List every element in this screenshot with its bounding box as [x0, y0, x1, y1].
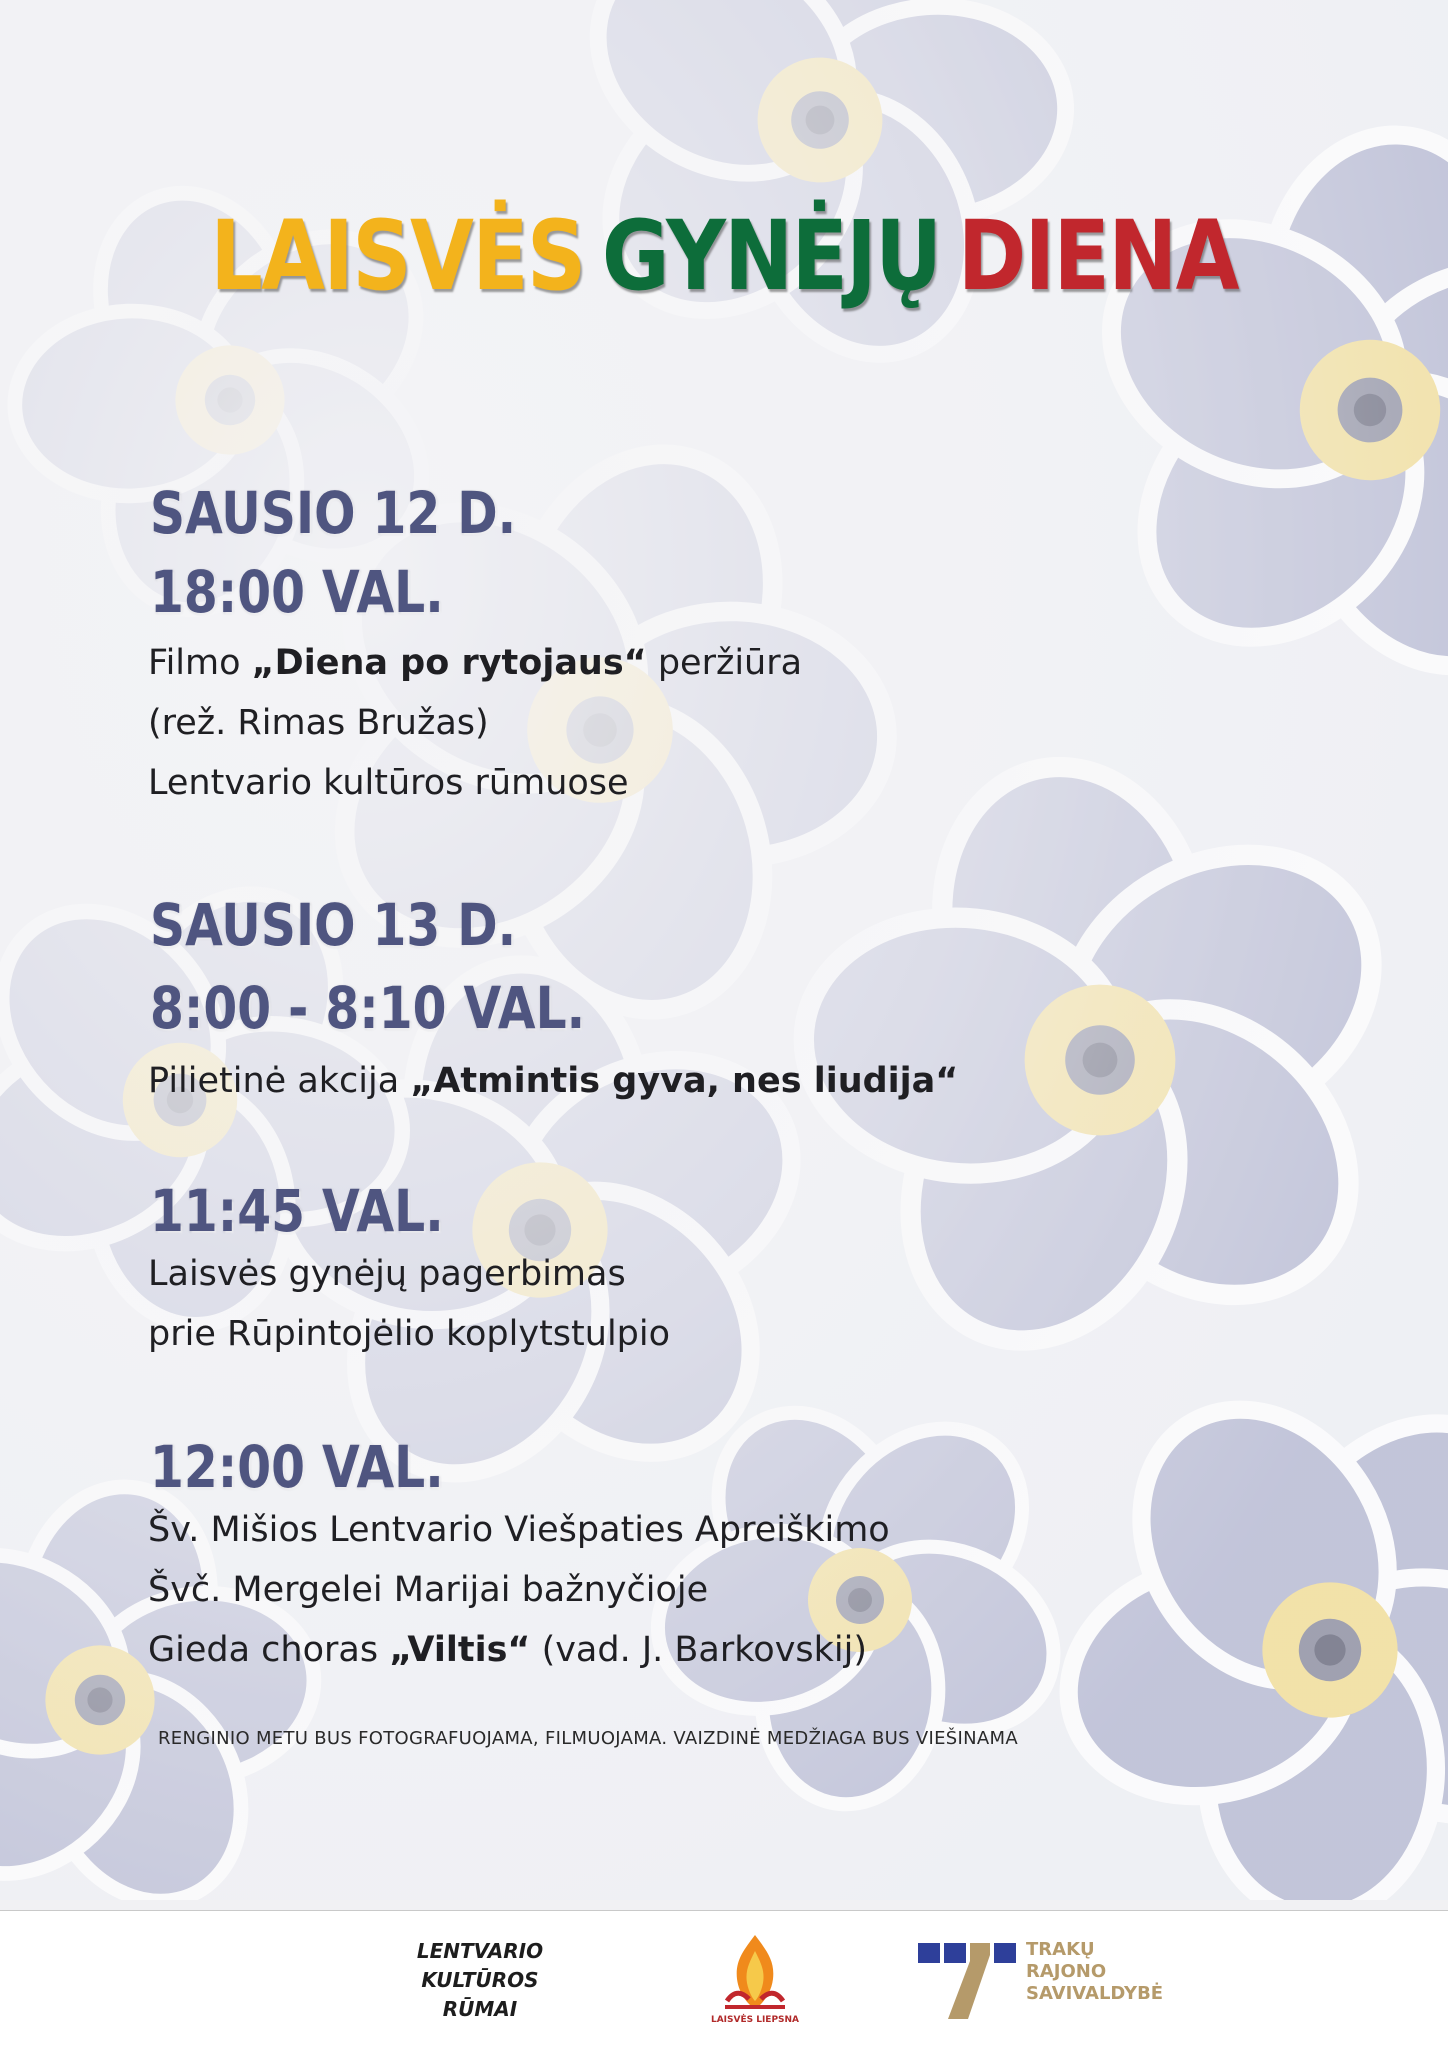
logo3-line1: TRAKŲ	[1026, 1939, 1095, 1960]
logo3-line3: SAVIVALDYBĖ	[1026, 1983, 1164, 2004]
event3-line1: Laisvės gynėjų pagerbimas	[148, 1254, 626, 1294]
logo3-text	[1026, 1939, 1163, 2005]
lentvario-kulturos-rumai-logo	[405, 1937, 555, 2024]
footer	[0, 1910, 1448, 2048]
logo1-line3: RŪMAI	[442, 1997, 518, 2021]
event4-line2: Švč. Mergelei Marijai bažnyčioje	[148, 1570, 709, 1610]
photo-notice: RENGINIO METU BUS FOTOGRAFUOJAMA, FILMUOJAMA. VAIZDINĖ MEDŽIAGA BUS VIEŠINAMA	[158, 1728, 1018, 1749]
event2-action-title: „Atmintis gyva, nes liudija“	[410, 1061, 959, 1101]
event1-description	[148, 636, 802, 691]
event1-time: 18:00 VAL.	[150, 558, 444, 626]
logo2-caption: LAISVĖS LIEPSNA	[710, 2015, 800, 2025]
title-word-gyneju: GYNĖJŲ	[601, 200, 941, 312]
logo3-line2: RAJONO	[1026, 1961, 1107, 1982]
traku-rajono-savivaldybe-logo	[918, 1941, 1178, 2021]
event1-date: SAUSIO 12 D.	[150, 479, 517, 547]
event4-line3-pre: Gieda choras	[148, 1630, 390, 1670]
event2-time: 8:00 - 8:10 VAL.	[150, 974, 586, 1042]
title-word-diena: DIENA	[957, 200, 1238, 312]
event4-time: 12:00 VAL.	[150, 1433, 444, 1501]
traku-savivaldybe-emblem-icon	[918, 1941, 1018, 2021]
title-word-laisves: LAISVĖS	[210, 200, 585, 312]
laisves-liepsna-logo	[705, 1929, 805, 2039]
event1-line1-post: peržiūra	[646, 643, 803, 683]
main-title	[101, 200, 1346, 312]
event2-line1-pre: Pilietinė akcija	[148, 1061, 411, 1101]
event4-line3-post: (vad. J. Barkovskij)	[530, 1630, 868, 1670]
event4-line3	[148, 1623, 867, 1678]
event2-description	[148, 1054, 958, 1109]
event1-line1-pre: Filmo	[148, 643, 252, 683]
event1-venue: Lentvario kultūros rūmuose	[148, 763, 629, 803]
event1-film-title: „Diena po rytojaus“	[251, 643, 647, 683]
event4-choir-name: „Viltis“	[389, 1630, 531, 1670]
event3-time: 11:45 VAL.	[150, 1177, 444, 1245]
laisves-liepsna-flame-icon	[705, 1929, 805, 2013]
logo1-line2: KULTŪROS	[421, 1968, 539, 1992]
event2-date: SAUSIO 13 D.	[150, 891, 517, 959]
event3-line2: prie Rūpintojėlio koplytstulpio	[148, 1314, 671, 1354]
event1-director: (rež. Rimas Bružas)	[148, 703, 489, 743]
event4-line1: Šv. Mišios Lentvario Viešpaties Apreiškimo	[148, 1510, 890, 1550]
logo1-line1: LENTVARIO	[416, 1939, 544, 1963]
